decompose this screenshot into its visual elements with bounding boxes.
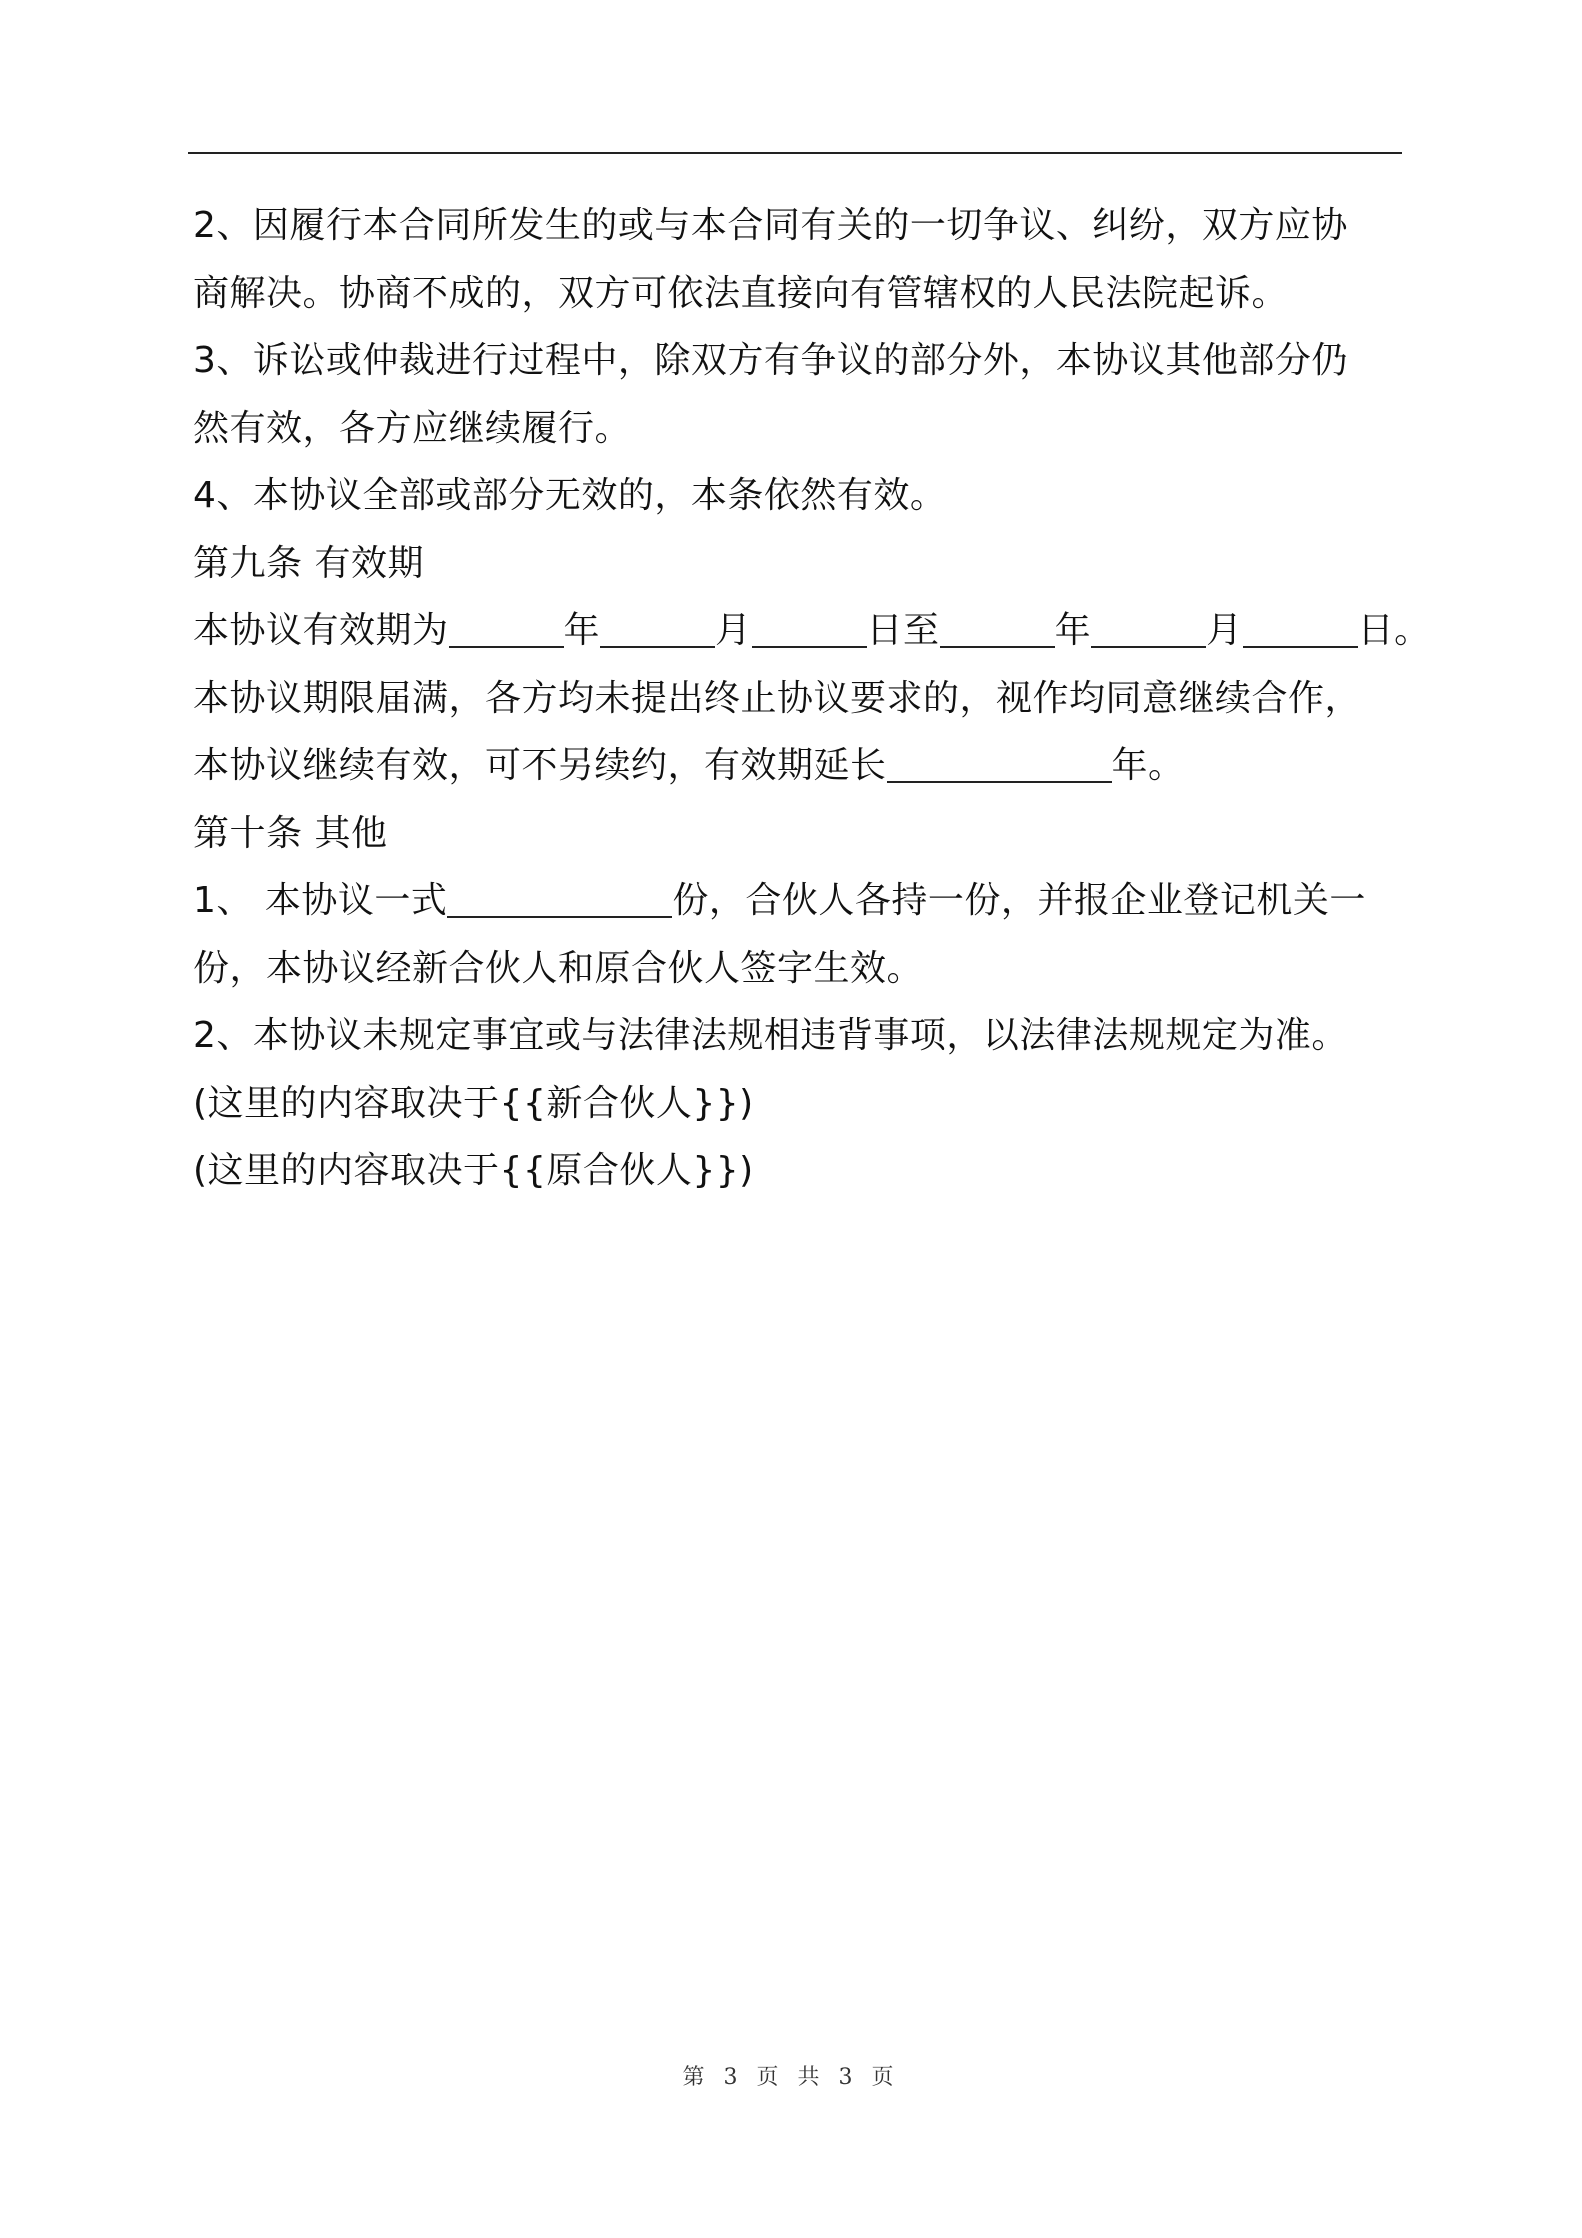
start-month-label: 月 <box>715 610 752 651</box>
start-year-label: 年 <box>563 610 601 651</box>
copies-prefix: 1、 本协议一式 <box>193 880 448 921</box>
renewal-line: 本协议期限届满，各方均未提出终止协议要求的，视作均同意继续合作， <box>193 677 1362 719</box>
start-day-blank[interactable] <box>752 606 867 648</box>
clause-3-line-1: 3、诉讼或仲裁进行过程中，除双方有争议的部分外，本协议其他部分仍 <box>193 340 1348 381</box>
page-footer: 第 3 页 共 3 页 <box>682 2065 900 2090</box>
clause-10-2-line: 2、本协议未规定事宜或与法律法规相违背事项，以法律法规规定为准。 <box>193 1015 1348 1056</box>
start-year-blank[interactable] <box>449 606 564 648</box>
end-month-blank[interactable] <box>1091 606 1206 648</box>
article-9-title: 第九条 有效期 <box>193 542 424 584</box>
extension-years-blank[interactable] <box>887 741 1112 783</box>
end-day-blank[interactable] <box>1243 606 1358 648</box>
original-partner-placeholder: (这里的内容取决于{{原合伙人}}) <box>193 1150 754 1191</box>
copies-line-2: 份，本协议经新合伙人和原合伙人签字生效。 <box>193 947 924 989</box>
clause-3-line-2: 然有效，各方应继续履行。 <box>193 407 632 449</box>
extension-prefix: 本协议继续有效，可不另续约，有效期延长 <box>193 745 887 786</box>
validity-period-line <box>193 597 1431 665</box>
copies-count-blank[interactable] <box>447 876 672 918</box>
end-month-label: 月 <box>1206 610 1243 651</box>
extension-suffix: 年。 <box>1111 745 1185 786</box>
end-day-label: 日。 <box>1357 610 1431 651</box>
end-year-label: 年 <box>1054 610 1092 651</box>
extension-line <box>193 732 1423 800</box>
new-partner-placeholder: (这里的内容取决于{{新合伙人}}) <box>193 1082 754 1124</box>
day-to-label: 日至 <box>866 610 940 651</box>
copies-suffix: 份，合伙人各持一份，并报企业登记机关一 <box>672 880 1366 921</box>
clause-2-line-1: 2、因履行本合同所发生的或与本合同有关的一切争议、纠纷，双方应协 <box>193 205 1348 246</box>
article-10-title: 第十条 其他 <box>193 812 388 854</box>
header-rule <box>188 152 1402 154</box>
end-year-blank[interactable] <box>940 606 1055 648</box>
start-month-blank[interactable] <box>600 606 715 648</box>
clause-4-line: 4、本协议全部或部分无效的，本条依然有效。 <box>193 475 947 516</box>
document-body <box>193 192 1431 1205</box>
validity-prefix: 本协议有效期为 <box>193 610 449 651</box>
clause-2-line-2: 商解决。协商不成的，双方可依法直接向有管辖权的人民法院起诉。 <box>193 272 1289 314</box>
copies-line <box>193 867 1423 935</box>
